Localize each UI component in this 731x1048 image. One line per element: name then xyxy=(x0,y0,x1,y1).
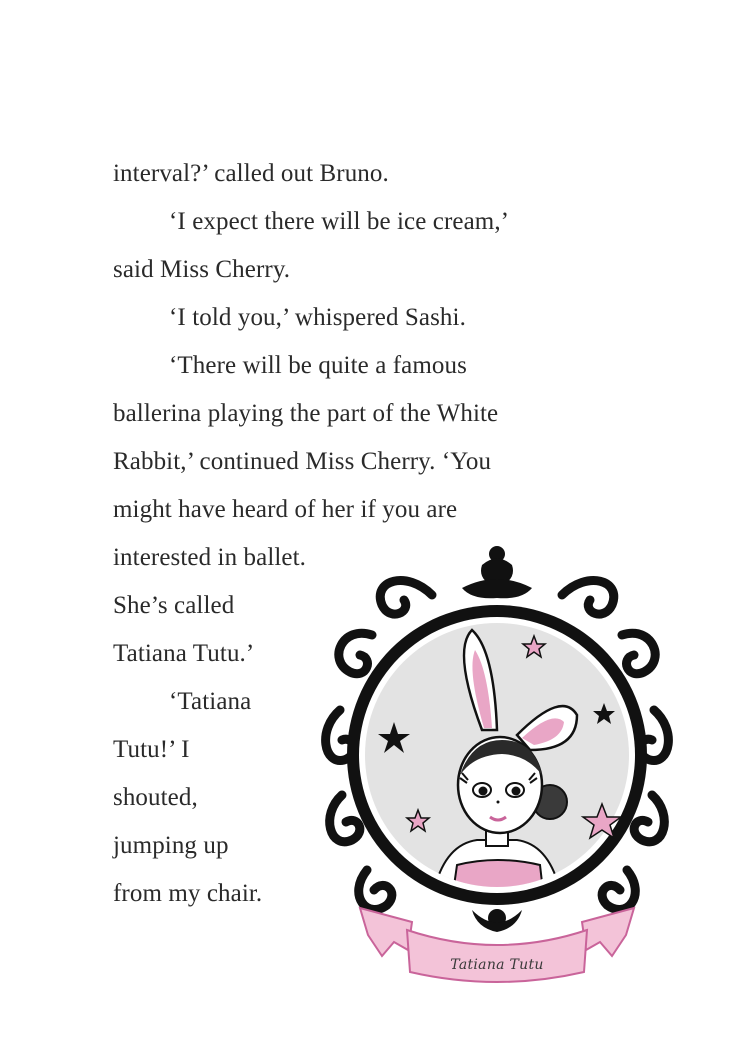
story-line: ballerina playing the part of the White xyxy=(113,400,499,427)
story-line: ‘There will be quite a famous xyxy=(169,352,467,379)
story-line: interested in ballet. xyxy=(113,544,307,571)
story-line: Tatiana Tutu.’ xyxy=(113,640,255,667)
ornate-frame-svg xyxy=(312,540,682,995)
tatiana-portrait-illustration xyxy=(312,540,682,995)
story-line: ‘I expect there will be ice cream,’ xyxy=(169,208,510,235)
story-line: Tutu!’ I xyxy=(113,736,190,763)
story-line: ‘I told you,’ whispered Sashi. xyxy=(169,304,466,331)
story-line: Rabbit,’ continued Miss Cherry. ‘You xyxy=(113,448,492,475)
story-line: jumping up xyxy=(113,832,229,859)
story-line: might have heard of her if you are xyxy=(113,496,458,523)
story-line: shouted, xyxy=(113,784,198,811)
story-line: ‘Tatiana xyxy=(169,688,252,715)
story-line: from my chair. xyxy=(113,880,263,907)
story-line: interval?’ called out Bruno. xyxy=(113,160,389,187)
caption-label: Tatiana Tutu xyxy=(450,957,544,973)
story-line: said Miss Cherry. xyxy=(113,256,291,283)
story-line: She’s called xyxy=(113,592,235,619)
